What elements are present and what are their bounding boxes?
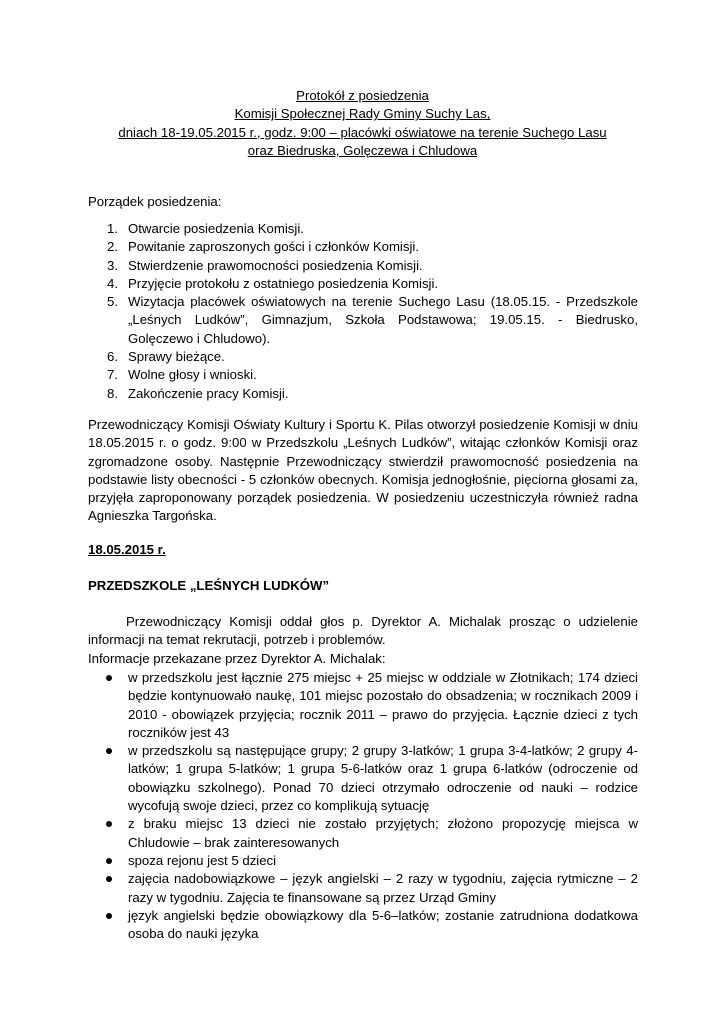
agenda-item-text: Stwierdzenie prawomocności posiedzenia Komisji. (128, 257, 423, 273)
title-line-2: Komisji Społecznej Rady Gminy Suchy Las, (234, 106, 491, 122)
agenda-heading: Porządek posiedzenia: (88, 194, 222, 209)
bullet-text: język angielski będzie obowiązkowy dla 5-6–latków; zostanie zatrudniona dodatkowa osoba do nauki języka (128, 907, 638, 942)
agenda-item-number: 4. (107, 275, 118, 291)
agenda-list (88, 220, 638, 403)
title-line-4: oraz Biedruska, Golęczewa i Chludowa (247, 142, 478, 158)
title-line-1: Protokół z posiedzenia (296, 88, 429, 103)
bullet-text: z braku miejsc 13 dzieci nie zostało przyjętych; złożono propozycję miejsca w Chludowie – brak zainteresowanych (128, 816, 638, 850)
document-title (0, 87, 725, 160)
agenda-item-number: 7. (107, 367, 118, 383)
bullet-item (88, 907, 638, 944)
bullet-icon (106, 675, 112, 681)
agenda-item-text: Wizytacja placówek oświatowych na terenie Suchego Lasu (18.05.15. - Przedszkole „Leśnych Ludków”, Gimnazjum, Szkoła Podstawowa; 19.05.15. - Biedrusko, Golęczewo i Chludowo). (128, 294, 638, 346)
bullet-icon (106, 858, 112, 864)
agenda-item-number: 3. (107, 257, 118, 273)
bullet-icon (106, 748, 112, 754)
agenda-item (88, 348, 638, 366)
bullet-item (88, 870, 638, 907)
agenda-item (88, 293, 638, 348)
bullet-text: zajęcia nadobowiązkowe – język angielski – 2 razy w tygodniu, zajęcia rytmiczne – 2 razy w tygodniu. Zajęcia te finansowane są przez Urząd Gminy (128, 871, 638, 905)
agenda-item-text: Powitanie zaproszonych gości i członków Komisji. (128, 239, 419, 255)
bullet-text: w przedszkolu są następujące grupy; 2 grupy 3-latków; 1 grupa 3-4-latków; 2 grupy 4-latków; 1 grupa 5-latków; 1 grupa 5-6-latków oraz 1 grupa 6-latków (odroczenie od obowiązku szkolnego). Ponad 70 dzieci otrzymało odroczenie od nauki – rodzice wycofują swoje dzieci, przez co komplikują sytuację (128, 743, 638, 814)
section-heading: PRZEDSZKOLE „LEŚNYCH LUDKÓW” (88, 578, 330, 593)
bullet-item (88, 669, 638, 742)
bullet-item (88, 742, 638, 815)
bullet-item (88, 815, 638, 852)
agenda-item-number: 8. (107, 385, 118, 401)
agenda-item-text: Otwarcie posiedzenia Komisji. (128, 221, 304, 236)
date-heading: 18.05.2015 r. (88, 542, 166, 557)
title-line-3: dniach 18-19.05.2015 r., godz. 9:00 – placówki oświatowe na terenie Suchego Lasu (118, 124, 607, 140)
agenda-item (88, 238, 638, 256)
agenda-item (88, 275, 638, 293)
agenda-item-number: 2. (107, 239, 118, 255)
opening-paragraph: Przewodniczący Komisji Oświaty Kultury i Sportu K. Pilas otworzył posiedzenie Komisji w dniu 18.05.2015 r. o godz. 9:00 w Przedszkolu „Leśnych Ludków”, witając członków Komisji oraz zgromadzone osoby. Następnie Przewodniczący stwierdził prawomocność posiedzenia na podstawie listy obecności - 5 członków obecnych. Komisja jednogłośnie, pięciorna głosami za, przyjęła zaproponowany porządek posiedzenia. W posiedzeniu uczestniczyła również radna Agnieszka Targońska. (88, 417, 638, 524)
agenda-item-number: 1. (107, 221, 118, 236)
bullet-icon (106, 913, 112, 919)
agenda-item-number: 6. (107, 349, 118, 365)
agenda-item-text: Przyjęcie protokołu z ostatniego posiedzenia Komisji. (128, 275, 439, 291)
agenda-item (88, 366, 638, 384)
bullet-icon (106, 821, 112, 827)
agenda-item (88, 385, 638, 403)
bullet-text: spoza rejonu jest 5 dzieci (128, 852, 277, 868)
agenda-item-text: Zakończenie pracy Komisji. (128, 385, 289, 401)
bullet-icon (106, 876, 112, 882)
agenda-item-number: 5. (107, 294, 118, 310)
agenda-item-text: Sprawy bieżące. (128, 349, 225, 365)
agenda-item-text: Wolne głosy i wnioski. (128, 367, 257, 383)
agenda-item (88, 220, 638, 238)
agenda-item (88, 257, 638, 275)
bullet-item (88, 852, 638, 870)
bullet-text: w przedszkolu jest łącznie 275 miejsc + 25 miejsc w oddziale w Złotnikach; 174 dzieci będzie kontynuowało naukę, 101 miejsc pozostało do obsadzenia; w rocznikach 2009 i 2010 - obowiązek przyjęcia; rocznik 2011 – prawo do przyjęcia. Łącznie dzieci z tych roczników jest 43 (128, 670, 638, 740)
intro-paragraph: Przewodniczący Komisji oddał głos p. Dyrektor A. Michalak prosząc o udzielenie informacji na temat rekrutacji, potrzeb i problemów. (88, 614, 638, 648)
info-heading: Informacje przekazane przez Dyrektor A. Michalak: (88, 651, 386, 666)
info-bullet-list (88, 669, 638, 943)
